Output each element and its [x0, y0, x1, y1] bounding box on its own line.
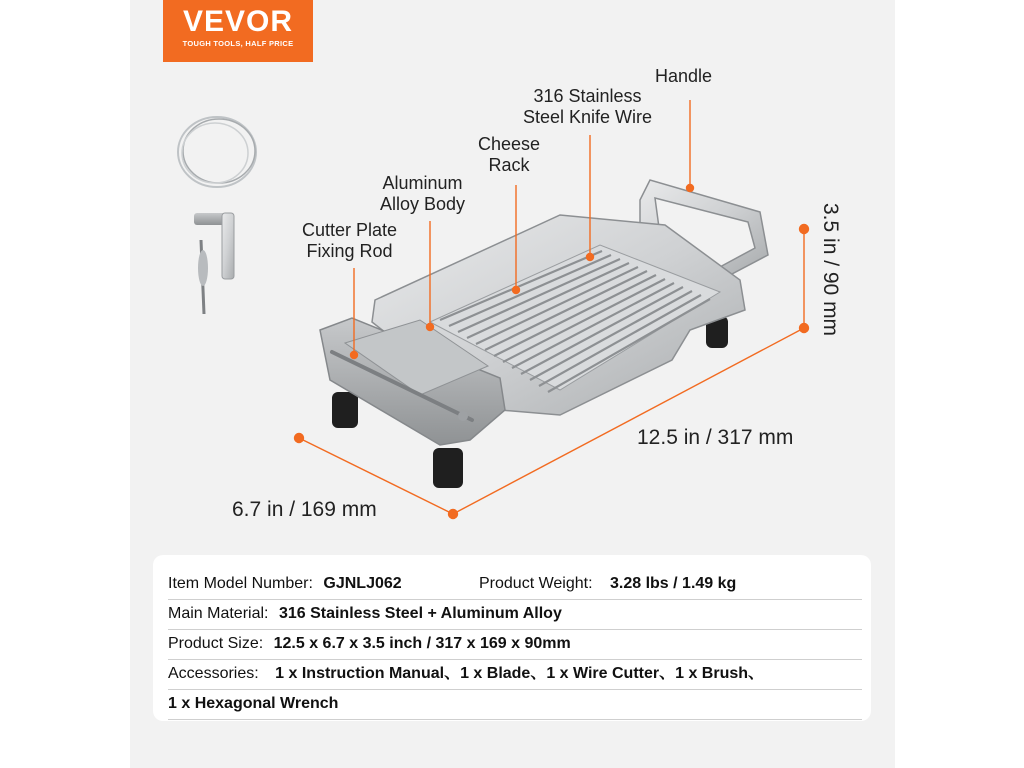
accessories-value: 1 x Instruction Manual、1 x Blade、1 x Wire Cutter、1 x Brush、 — [275, 665, 765, 682]
callout-body — [380, 173, 465, 215]
spec-row-model-weight — [168, 569, 862, 600]
callout-cheese-rack — [478, 134, 540, 176]
model-value: GJNLJ062 — [323, 575, 402, 592]
weight-label: Product Weight: — [479, 575, 593, 592]
dimension-width: 6.7 in / 169 mm — [232, 498, 377, 521]
model-label: Item Model Number: — [168, 575, 313, 592]
material-value: 316 Stainless Steel + Aluminum Alloy — [278, 605, 562, 622]
callout-handle: Handle — [655, 66, 713, 86]
brand-tagline: TOUGH TOOLS, HALF PRICE — [182, 39, 294, 48]
callout-body-line-2: Alloy Body — [380, 194, 466, 214]
spec-row-accessories — [168, 659, 862, 690]
dimension-length: 12.5 in / 317 mm — [637, 426, 794, 449]
brand-name: VEVOR — [182, 5, 294, 38]
spec-row-accessories-2 — [168, 689, 862, 720]
callout-fixing-rod-line-1: Cutter Plate — [302, 220, 398, 240]
callout-knife-wire — [523, 86, 652, 128]
spec-row-material — [168, 599, 862, 630]
callout-fixing-rod-line-2: Fixing Rod — [306, 241, 393, 261]
hex-wrench-icon — [194, 213, 234, 314]
size-value: 12.5 x 6.7 x 3.5 inch / 317 x 169 x 90mm — [273, 635, 571, 652]
callout-knife-wire-line-2: Steel Knife Wire — [523, 107, 653, 127]
callout-body-line-1: Aluminum — [382, 173, 463, 193]
material-label: Main Material: — [168, 605, 269, 622]
dimension-height: 3.5 in / 90 mm — [819, 203, 842, 337]
callout-fixing-rod — [302, 220, 397, 262]
callout-cheese-rack-line-1: Cheese — [478, 134, 541, 154]
wire-coil-icon — [178, 117, 256, 187]
accessories-value-2: 1 x Hexagonal Wrench — [168, 695, 339, 712]
accessories-label: Accessories: — [168, 665, 259, 682]
size-label: Product Size: — [168, 635, 264, 652]
spec-row-size — [168, 629, 862, 660]
weight-value: 3.28 lbs / 1.49 kg — [610, 575, 737, 592]
callout-knife-wire-line-1: 316 Stainless — [533, 86, 642, 106]
callout-cheese-rack-line-2: Rack — [488, 155, 530, 175]
